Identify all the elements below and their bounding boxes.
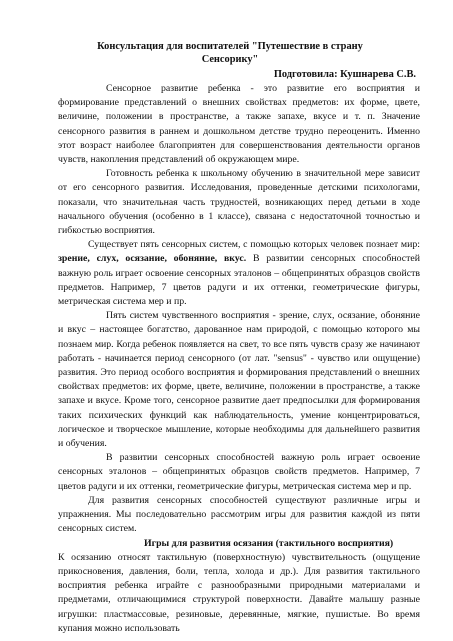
paragraph-6: Для развития сенсорных способностей существуют различные игры и упражнения. Мы последовательно рассмотрим игры для развития каждой из пяти сенсорных систем. bbox=[58, 494, 420, 535]
paragraph-2: Готовность ребенка к школьному обучению в значительной мере зависит от его сенсорного развития. Исследования, проведенные детскими психологами, показали, что значительная часть трудностей, возникающих перед детьми в ходе начального обучения (особенно в 1 классе), связана с недостаточной точностью и гибкостью восприятия. bbox=[58, 168, 420, 237]
title-line-1: Консультация для воспитателей "Путешествие в страну bbox=[97, 41, 363, 52]
paragraph-3 bbox=[58, 238, 420, 309]
title-line-2: Сенсорику" bbox=[201, 54, 259, 65]
paragraph-3-lead: Существует пять сенсорных систем, с помощью которых человек познает мир: bbox=[88, 239, 420, 251]
paragraph-3-tail: В развитии сенсорных способностей важную роль играет освоение сенсорных эталонов – общепринятых образцов свойств предметов. Например, 7 цветов радуги и их оттенки, геометрические фигуры, метрическая система мер и пр. bbox=[58, 253, 421, 308]
paragraph-5: В развитии сенсорных способностей важную роль играет освоение сенсорных эталонов – общепринятых образцов свойств предметов. Например, 7 цветов радуги и их оттенки, геометрические фигуры, метрическая система мер и пр. bbox=[58, 452, 420, 492]
paragraph-1: Сенсорное развитие ребенка - это развитие его восприятия и формирование представлений о внешних свойствах предметов: их форме, цвете, величине, положении в пространстве, а также запахе, вкусе и т. п. Значение сенсорного развития в раннем и дошкольном детстве трудно переоценить. Именно этот возраст наиболее благоприятен для совершенствования деятельности органов чувств, накопления представлений об окружающем мире. bbox=[58, 83, 420, 166]
paragraph-7: К осязанию относят тактильную (поверхностную) чувствительность (ощущение прикосновения, давления, боли, тепла, холода и др.). Для развития тактильного восприятия ребенка играйте с разнообразными природными материалами и предметами, отличающимися структурой поверхности. Давайте малышу разные игрушки: пластмассовые, резиновые, деревянные, мягкие, пушистые. Во время купания можно использовать bbox=[58, 551, 420, 634]
paragraph-4: Пять систем чувственного восприятия - зрение, слух, осязание, обоняние и вкус – настоящее богатство, дарованное нам природой, с помощью которого мы познаем мир. Когда ребенок появляется на свет, то все пять чувств сразу же начинают работать - начинается период сенсорного (от лат. "sensus" - чувство или ощущение) развития. Это период особого восприятия и формирования представлений о внешних свойствах предметов: их форме, цвете, величине, положении в пространстве, а также запахе и вкусе. Кроме того, сенсорное развитие дает предпосылки для формирования таких психических функций как наблюдательность, умение концентрироваться, логическое и творческое мышление, которые необходимы для дальнейшего развития и обучения. bbox=[58, 310, 420, 450]
document-body bbox=[58, 82, 420, 636]
author-line: Подготовила: Кушнарева С.В. bbox=[273, 69, 416, 80]
document-title bbox=[60, 40, 400, 66]
senses-list: зрение, слух, осязание, обоняние, вкус. bbox=[58, 253, 247, 265]
section-heading-touch: Игры для развития осязания (тактильного восприятия) bbox=[144, 537, 394, 549]
